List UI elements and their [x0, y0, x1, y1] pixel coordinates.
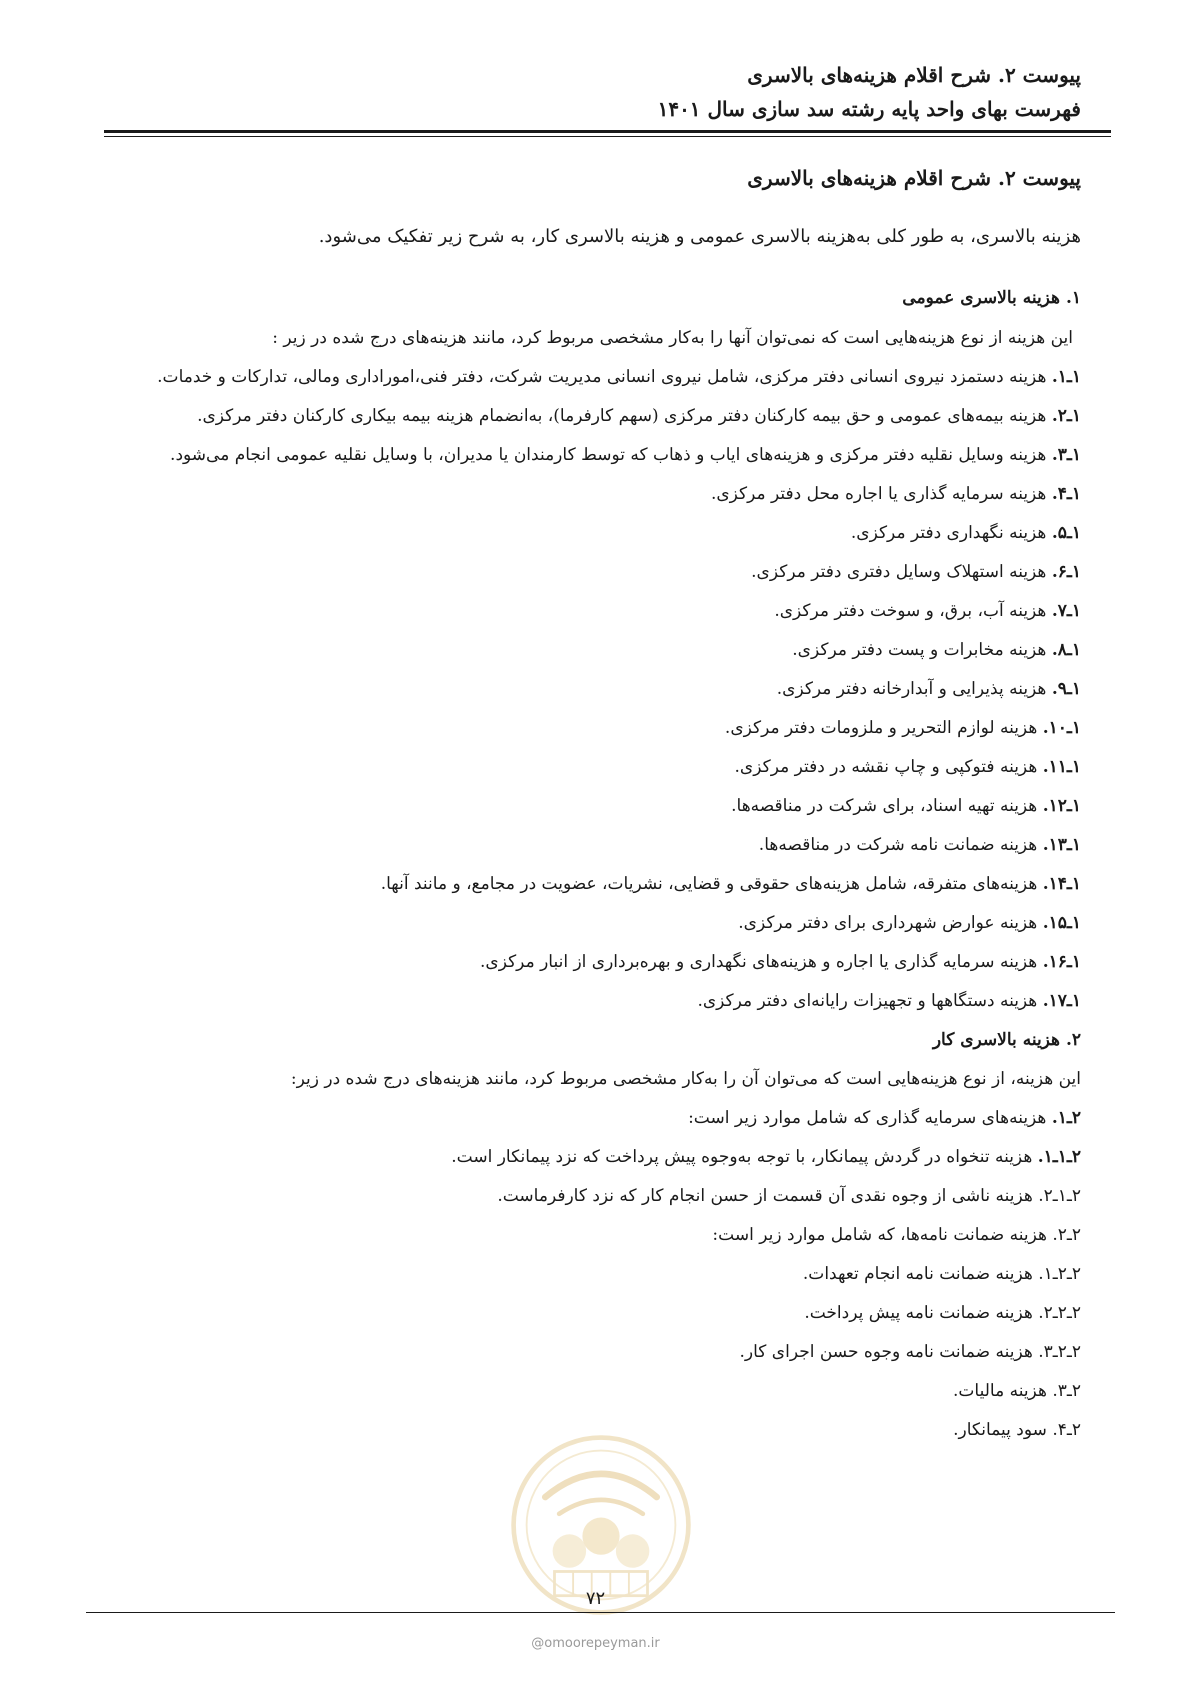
list-item: ۱ـ۸. هزینه مخابرات و پست دفتر مرکزی.	[792, 640, 1081, 660]
list-item: ۱ـ۱۳. هزینه ضمانت نامه شرکت در مناقصه‌ها.	[758, 835, 1081, 855]
list-item: ۲ـ۲ـ۱. هزینه ضمانت نامه انجام تعهدات.	[802, 1264, 1081, 1284]
list-item: ۱ـ۱. هزینه دستمزد نیروی انسانی دفتر مرکزی، شامل نیروی انسانی مدیریت شرکت، دفتر فنی،اموراداری ومالی، تدارکات و خدمات.	[157, 367, 1081, 387]
list-item: ۱ـ۷. هزینه آب، برق، و سوخت دفتر مرکزی.	[774, 601, 1081, 621]
list-item: ۱ـ۱۴. هزینه‌های متفرقه، شامل هزینه‌های حقوقی و قضایی، نشریات، عضویت در مجامع، و مانند آنها.	[380, 874, 1081, 894]
list-item: ۲ـ۱. هزینه‌های سرمایه گذاری که شامل موارد زیر است:	[688, 1108, 1081, 1128]
list-item: ۱ـ۵. هزینه نگهداری دفتر مرکزی.	[850, 523, 1081, 543]
list-item: ۲ـ۱ـ۱. هزینه تنخواه در گردش پیمانکار، با توجه به‌وجوه پیش پرداخت که نزد پیمانکار است.	[451, 1147, 1081, 1167]
list-item: ۲ـ۳. هزینه مالیات.	[953, 1381, 1081, 1401]
list-item: ۱ـ۱۱. هزینه فتوکپی و چاپ نقشه در دفتر مرکزی.	[734, 757, 1081, 777]
footer-url: @omoorepeyman.ir	[531, 1636, 660, 1651]
general-heading: ۱. هزینه بالاسری عمومی	[902, 288, 1081, 308]
section-title: پیوست ۲. شرح اقلام هزینه‌های بالاسری	[747, 166, 1081, 190]
list-item: ۱ـ۱۲. هزینه تهیه اسناد، برای شرکت در مناقصه‌ها.	[731, 796, 1081, 816]
list-item: ۱ـ۱۷. هزینه دستگاهها و تجهیزات رایانه‌ای دفتر مرکزی.	[697, 991, 1081, 1011]
list-item: ۲ـ۴. سود پیمانکار.	[953, 1420, 1081, 1440]
list-item: ۲ـ۱ـ۲. هزینه ناشی از وجوه نقدی آن قسمت از حسن انجام کار که نزد کارفرماست.	[497, 1186, 1081, 1206]
list-item: ۱ـ۲. هزینه بیمه‌های عمومی و حق بیمه کارکنان دفتر مرکزی (سهم کارفرما)، به‌انضمام هزینه بیمه بیکاری کارکنان دفتر مرکزی.	[197, 406, 1081, 426]
list-item: ۱ـ۶. هزینه استهلاک وسایل دفتری دفتر مرکزی.	[751, 562, 1081, 582]
running-header	[81, 58, 1081, 126]
intro-paragraph: هزینه بالاسری، به طور کلی به‌هزینه بالاسری عمومی و هزینه بالاسری کار، به شرح زیر تفکیک می‌شود.	[318, 226, 1081, 247]
header-rule-thick	[104, 130, 1111, 133]
list-item: ۱ـ۴. هزینه سرمایه گذاری یا اجاره محل دفتر مرکزی.	[710, 484, 1081, 504]
header-subtitle: فهرست بهای واحد پایه رشته سد سازی سال ۱۴۰۱	[657, 97, 1081, 121]
list-item: ۱ـ۱۶. هزینه سرمایه گذاری یا اجاره و هزینه‌های نگهداری و بهره‌برداری از انبار مرکزی.	[480, 952, 1081, 972]
header-rule-thin	[104, 136, 1111, 137]
list-item: ۲ـ۲. هزینه ضمانت نامه‌ها، که شامل موارد زیر است:	[712, 1225, 1081, 1245]
list-item: ۲ـ۲ـ۳. هزینه ضمانت نامه وجوه حسن اجرای کار.	[739, 1342, 1081, 1362]
list-item: ۱ـ۱۰. هزینه لوازم التحریر و ملزومات دفتر مرکزی.	[724, 718, 1081, 738]
work-heading: ۲. هزینه بالاسری کار	[932, 1030, 1081, 1050]
list-item: ۱ـ۹. هزینه پذیرایی و آبدارخانه دفتر مرکزی.	[776, 679, 1081, 699]
general-description: این هزینه از نوع هزینه‌هایی است که نمی‌توان آنها را به‌کار مشخصی مربوط کرد، مانند هزینه‌های درج شده در زیر :	[272, 328, 1073, 348]
header-title: پیوست ۲. شرح اقلام هزینه‌های بالاسری	[747, 63, 1081, 87]
footer-rule	[86, 1612, 1115, 1613]
work-description: این هزینه، از نوع هزینه‌هایی است که می‌توان آن را به‌کار مشخصی مربوط کرد، مانند هزینه‌های درج شده در زیر:	[290, 1069, 1081, 1089]
list-item: ۱ـ۱۵. هزینه عوارض شهرداری برای دفتر مرکزی.	[738, 913, 1081, 933]
list-item: ۱ـ۳. هزینه وسایل نقلیه دفتر مرکزی و هزینه‌های ایاب و ذهاب که توسط کارمندان یا مدیران، با وسایل نقلیه عمومی انجام می‌شود.	[170, 445, 1081, 465]
list-item: ۲ـ۲ـ۲. هزینه ضمانت نامه پیش پرداخت.	[804, 1303, 1081, 1323]
page-number: ۷۲	[585, 1588, 606, 1609]
